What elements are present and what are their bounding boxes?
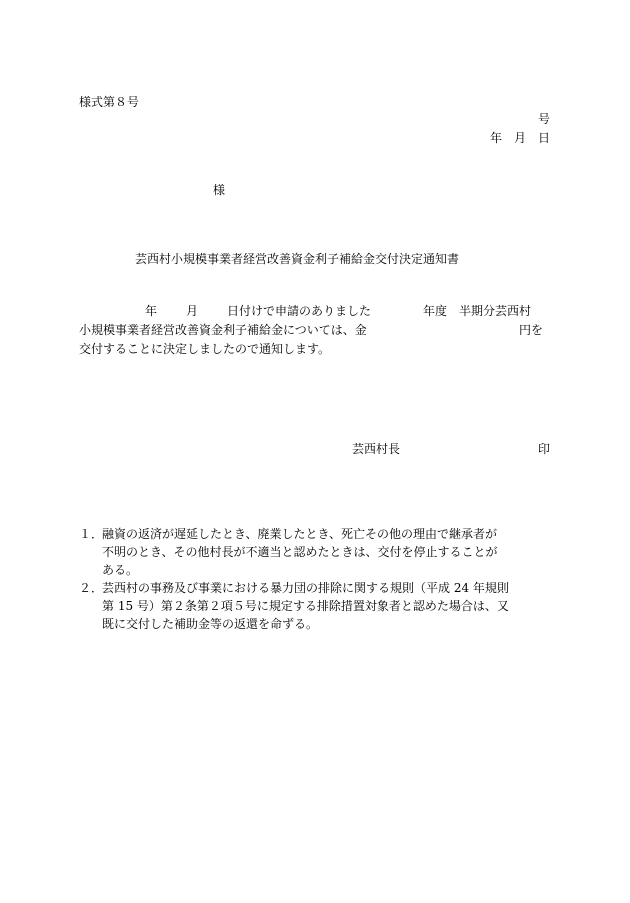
note-line: 融資の返済が遅延したとき、廃業したとき、死亡その他の理由で継承者が — [102, 527, 498, 541]
note-number: ２． — [79, 581, 104, 595]
body-amount-yen: 円を — [519, 323, 544, 337]
body-line-3: 交付することに決定しましたので通知します。 — [79, 342, 331, 356]
note-text — [102, 579, 554, 633]
body-month: 月 — [186, 304, 199, 318]
issue-date: 年 月 日 — [489, 131, 550, 145]
note-line: 不明のとき、その他村長が不適当と認めたときは、交付を停止することが — [102, 545, 498, 559]
issuer-name: 芸西村長 — [352, 442, 401, 456]
addressee-suffix: 様 — [213, 183, 226, 197]
form-number: 様式第８号 — [79, 95, 140, 109]
note-line: 芸西村の事務及び事業における暴力団の排除に関する規則（平成 24 年規則 — [102, 581, 509, 595]
document-title: 芸西村小規模事業者経営改善資金利子補給金交付決定通知書 — [135, 252, 460, 266]
body-application-date: 日付けで申請のありました — [227, 304, 372, 318]
seal-mark: 印 — [538, 442, 551, 456]
body-year: 年 — [145, 304, 158, 318]
note-item — [79, 525, 554, 579]
note-line: 第 15 号）第２条第２項５号に規定する排除措置対象者と認めた場合は、又 — [102, 599, 509, 613]
body-amount-prefix: 小規模事業者経営改善資金利子補給金については、金 — [79, 323, 367, 337]
note-number: １． — [79, 527, 104, 541]
note-line: 既に交付した補助金等の返還を命ずる。 — [102, 617, 319, 631]
body-fiscal-half: 年度 半期分芸西村 — [423, 304, 532, 318]
note-line: ある。 — [102, 563, 139, 577]
note-item — [79, 579, 554, 633]
document-number-label: 号 — [537, 112, 550, 126]
note-text — [102, 525, 554, 579]
